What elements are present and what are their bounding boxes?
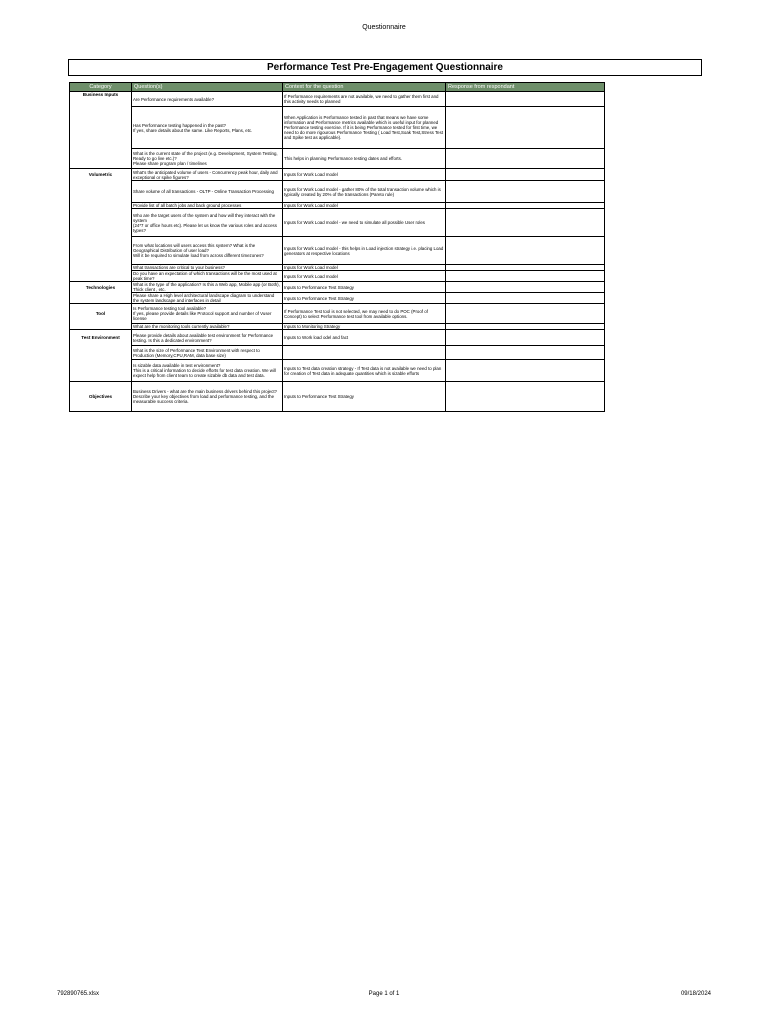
category-cell-text: Test Environment: [81, 335, 120, 341]
category-cell: [70, 209, 132, 237]
context-cell: [283, 293, 446, 304]
question-cell: [132, 304, 283, 324]
questionnaire-table: [69, 82, 605, 412]
question-cell-text: From what locations will users access this system? What is the Geographical Distribution of user load? Will it be required to simulate load from across different timezones?: [133, 243, 264, 258]
question-cell: [132, 92, 283, 107]
context-cell-text: Inputs to Monitoring Strategy: [284, 324, 341, 329]
category-cell: [70, 293, 132, 304]
question-cell: [132, 382, 283, 412]
column-header-category: Category: [70, 83, 132, 92]
response-cell[interactable]: [446, 293, 605, 304]
question-cell: [132, 209, 283, 237]
context-cell-text: When Application is Performance tested in past that means we have some information and Performance metrics available which is useful input for planned Performance testing exercise. If it is being Performance tested for first time, we need to do more rigourous Performance Testing ( Load Test,Soak Test,Stress Test and Spike test as applicable).: [284, 115, 444, 140]
question-cell-text: Please share a High level architectural landscape diagram to understand the system landscape and interfaces in detail: [133, 293, 275, 303]
context-cell: [283, 360, 446, 382]
question-cell: [132, 346, 283, 360]
category-cell-text: Objectives: [88, 394, 113, 399]
response-cell[interactable]: [446, 282, 605, 293]
category-cell-text: Technologies: [85, 284, 116, 290]
question-cell-text: What is the current state of the project (e.g. Development, System Testing, Ready to go live etc.)? Please share program plan / timelines: [133, 151, 278, 166]
column-header-question: Question(s): [132, 83, 283, 92]
question-cell-text: Share volume of all transactions - OLTP - Online Transaction Processing: [133, 189, 274, 194]
response-cell[interactable]: [446, 382, 605, 412]
table-row: [70, 271, 605, 282]
context-cell: [283, 107, 446, 149]
category-cell: [70, 92, 132, 107]
context-cell: [283, 209, 446, 237]
context-cell-text: Inputs for Work Load model: [284, 172, 338, 177]
category-cell: [70, 237, 132, 265]
category-cell: [70, 169, 132, 181]
table-row: [70, 282, 605, 293]
question-cell-text: What are the monitoring tools currently available?: [133, 324, 230, 329]
question-cell-text: What transactions are critical to your business?: [133, 265, 225, 270]
response-cell[interactable]: [446, 169, 605, 181]
table-row: [70, 293, 605, 304]
category-cell: [70, 107, 132, 149]
question-cell: [132, 169, 283, 181]
question-cell: [132, 181, 283, 203]
table-row: [70, 237, 605, 265]
column-header-context: Context for the question: [283, 83, 446, 92]
context-cell-text: Inputs for Work Load model - this helps in Load injection strategy i.e. placing Load generators at respective locations: [284, 245, 444, 256]
question-cell: [132, 107, 283, 149]
question-cell-text: Do you have an expectation of which transactions will be the most used at peak time?: [133, 271, 277, 281]
response-cell[interactable]: [446, 237, 605, 265]
category-cell: [70, 304, 132, 324]
category-cell-text: Business Inputs: [82, 92, 119, 97]
context-cell: [283, 346, 446, 360]
question-cell-text: Who are the target users of the system and how will they interact with the system (24*7 or office hours etc). Please let us know the various roles and access types?: [133, 212, 277, 233]
table-header-row: [70, 83, 605, 92]
question-cell: [132, 360, 283, 382]
table-row: [70, 346, 605, 360]
category-cell: [70, 330, 132, 346]
table-row: [70, 107, 605, 149]
question-cell: [132, 282, 283, 293]
context-cell: [283, 181, 446, 203]
question-cell-text: Are Performance requirements available?: [133, 96, 215, 102]
context-cell-text: This helps in planning Performance testing dates and efforts.: [284, 156, 403, 161]
context-cell-text: Inputs to Performance Test Strategy: [284, 295, 354, 301]
table-row: [70, 209, 605, 237]
document-title: Performance Test Pre-Engagement Questionnaire: [68, 59, 702, 76]
question-cell-text: Business Drivers - what are the main business drivers behind this project? Describe your key objectives from load and performance testing, and the measurable success criteria.: [133, 389, 277, 404]
footer-filename: 792890765.xlsx: [57, 991, 100, 997]
response-cell[interactable]: [446, 92, 605, 107]
category-cell: [70, 382, 132, 412]
context-cell: [283, 330, 446, 346]
category-cell-text: Volumetric: [88, 172, 113, 178]
question-cell-text: Please provide details about available test environment for Performance testing. Is this a dedicated environment?: [133, 332, 274, 343]
context-cell-text: Inputs to Performance Test Strategy: [284, 284, 354, 290]
context-cell: [283, 282, 446, 293]
context-cell: [283, 92, 446, 107]
question-cell: [132, 293, 283, 304]
category-cell: [70, 346, 132, 360]
category-cell: [70, 181, 132, 203]
context-cell: [283, 169, 446, 181]
response-cell[interactable]: [446, 271, 605, 282]
question-cell-text: Has Performance testing happened in the past? If yes, share details about the same. Like Reports, Plans, etc.: [133, 122, 253, 133]
category-cell: [70, 360, 132, 382]
context-cell-text: Inputs for Work Load model: [284, 265, 338, 270]
category-cell-text: Tool: [95, 311, 106, 317]
question-cell-text: Is sizable data available in test environment? This is a critical information to decide efforts for test data creation. We will expect help from client team to create sizable db data and test data.: [133, 363, 276, 378]
table-row: [70, 330, 605, 346]
context-cell: [283, 237, 446, 265]
question-cell-text: What is the size of Performance Test Environment with respect to Production (Memory,CPU,RAM, data base size): [133, 347, 260, 358]
column-header-response: Response from respondant: [446, 83, 605, 92]
question-cell: [132, 271, 283, 282]
context-cell-text: Inputs to Work load odel and fact: [284, 335, 349, 340]
response-cell[interactable]: [446, 330, 605, 346]
context-cell-text: Inputs for Work Load model: [284, 273, 338, 279]
response-cell[interactable]: [446, 346, 605, 360]
category-cell: [70, 271, 132, 282]
category-cell: [70, 282, 132, 293]
table-row: [70, 181, 605, 203]
question-cell-text: What is the type of the application? Is this a Web app, Mobile app (or Both), Thick client , etc.: [133, 282, 280, 292]
question-cell-text: Provide list of all batch jobs and back ground processes: [133, 203, 242, 208]
context-cell-text: Inputs for Work Load model: [284, 203, 338, 208]
question-cell-text: What's the anticipated volume of users - Concurrency peak hour, daily and exceptional or spike figures?: [133, 169, 278, 180]
table-row: [70, 169, 605, 181]
context-cell: [283, 149, 446, 169]
response-cell[interactable]: [446, 360, 605, 382]
context-cell: [283, 382, 446, 412]
category-cell: [70, 149, 132, 169]
context-cell: [283, 304, 446, 324]
response-cell[interactable]: [446, 149, 605, 169]
table-row: [70, 382, 605, 412]
response-cell[interactable]: [446, 181, 605, 203]
context-cell-text: If Performance requirements are not available, we need to gather them first and this activity needs to planned: [284, 94, 439, 104]
context-cell-text: If Performance Test tool is not selected, we may need to do POC (Proof of Concept) to select Performance test tool from available options.: [284, 308, 428, 319]
question-cell: [132, 237, 283, 265]
table-row: [70, 304, 605, 324]
table-row: [70, 149, 605, 169]
response-cell[interactable]: [446, 107, 605, 149]
response-cell[interactable]: [446, 209, 605, 237]
context-cell-text: Inputs to Test data creation strategy - If Test data is not available we need to plan for creation of Test data in adequate quantities which is sizable efforts: [284, 365, 442, 376]
question-cell: [132, 330, 283, 346]
context-cell-text: Inputs to Performance Test Strategy: [284, 394, 354, 399]
context-cell-text: Inputs for Work Load model - gather 80% of the total transaction volume which is typically created by 20% of the transactions (Pareto rule): [284, 186, 441, 197]
question-cell-text: Is Performance testing tool available? If yes, please provide details like Protocol support and number of Vuser license: [133, 306, 272, 321]
page-header: Questionnaire: [362, 24, 406, 31]
context-cell: [283, 271, 446, 282]
response-cell[interactable]: [446, 304, 605, 324]
context-cell-text: Inputs for Work Load model - we need to simulate all possible User roles: [284, 220, 425, 225]
table-row: [70, 360, 605, 382]
question-cell: [132, 149, 283, 169]
table-row: [70, 92, 605, 107]
footer-date: 09/18/2024: [680, 991, 711, 997]
footer-page-number: Page 1 of 1: [368, 991, 400, 997]
